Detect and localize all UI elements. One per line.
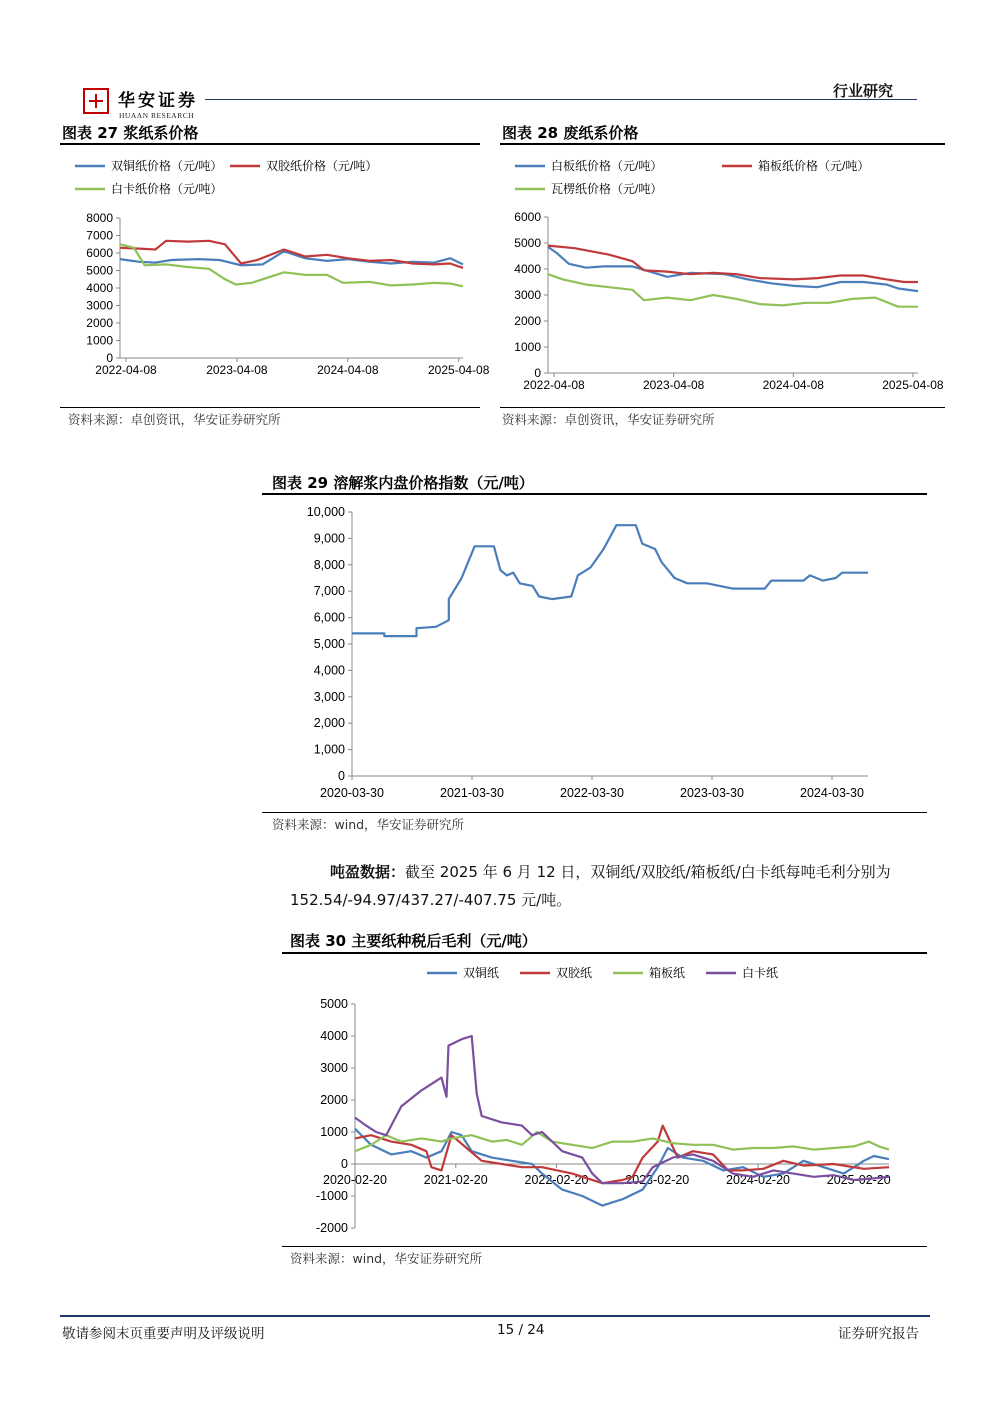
header-rule	[205, 99, 917, 100]
fig30-x-tick-label: 2021-02-20	[423, 1173, 488, 1187]
fig27-chart	[60, 145, 490, 405]
fig30-x-tick-label: 2023-02-20	[625, 1173, 690, 1187]
fig27-y-tick-label: 3000	[86, 298, 113, 313]
fig27-x-tick-label: 2025-04-08	[428, 363, 490, 377]
fig29-y-tick-label: 6,000	[313, 610, 345, 625]
logo-english-name: HUAAN RESEARCH	[119, 111, 195, 120]
footer-rule	[60, 1315, 930, 1317]
report-section-label: 行业研究	[833, 82, 894, 100]
fig29-source: 资料来源：wind，华安证券研究所	[272, 817, 465, 832]
fig28-y-tick-label: 5000	[514, 236, 541, 250]
fig28-title: 图表 28 废纸系价格	[502, 124, 639, 142]
fig30-x-tick-label: 2022-02-20	[524, 1173, 589, 1187]
fig27-y-tick-label: 8000	[86, 211, 113, 225]
fig27-legend-label: 双铜纸价格（元/吨）	[111, 159, 223, 173]
fig30-title: 图表 30 主要纸种税后毛利（元/吨）	[290, 932, 537, 950]
fig27-title: 图表 27 浆纸系价格	[62, 124, 199, 142]
fig30-y-tick-label: -1000	[316, 1189, 348, 1203]
fig28-y-tick-label: 1000	[514, 340, 541, 354]
fig27-y-tick-label: 5000	[86, 263, 113, 278]
fig30-legend-label: 双铜纸	[463, 966, 500, 980]
fig30-legend-label: 箱板纸	[649, 966, 686, 980]
fig28-legend-label: 白板纸价格（元/吨）	[551, 159, 663, 173]
fig29-x-tick-label: 2023-03-30	[680, 786, 744, 800]
fig28-y-tick-label: 2000	[514, 314, 541, 328]
fig30-y-tick-label: 3000	[320, 1061, 348, 1075]
paragraph-text: 截至 2025 年 6 月 12 日，双铜纸/双胶纸/箱板纸/白卡纸每吨毛利分别为 152.54/-94.97/437.27/-407.75 元/吨。	[290, 863, 891, 909]
fig28-series-line-3	[548, 274, 918, 307]
fig27-y-tick-label: 2000	[86, 316, 113, 330]
fig28-x-tick-label: 2023-04-08	[642, 378, 705, 392]
fig27-legend-label: 双胶纸价格（元/吨）	[266, 159, 378, 173]
profit-paragraph	[290, 858, 930, 914]
fig29-x-tick-label: 2020-03-30	[320, 786, 384, 800]
fig29-x-tick-label: 2024-03-30	[800, 786, 864, 800]
fig29-y-tick-label: 1,000	[313, 742, 345, 757]
paragraph-lead: 吨盈数据：	[330, 863, 406, 881]
fig30-legend-label: 双胶纸	[556, 966, 593, 980]
fig30-x-tick-label: 2024-02-20	[726, 1173, 790, 1187]
fig29-y-tick-label: 5,000	[313, 637, 345, 651]
fig29-chart	[262, 495, 927, 811]
fig30-series-line-3	[355, 1132, 889, 1151]
fig27-y-tick-label: 1000	[86, 333, 113, 348]
fig30-series-line-4	[355, 1036, 889, 1183]
fig30-y-tick-label: 4000	[320, 1029, 348, 1043]
fig27-series-line-3	[120, 244, 463, 286]
fig28-x-tick-label: 2022-04-08	[523, 378, 585, 392]
fig30-y-tick-label: 0	[341, 1157, 348, 1171]
fig27-y-tick-label: 7000	[86, 228, 113, 243]
fig29-y-tick-label: 0	[338, 769, 345, 783]
fig27-x-tick-label: 2024-04-08	[317, 363, 379, 377]
fig29-y-tick-label: 10,000	[306, 505, 345, 519]
fig30-x-tick-label: 2020-02-20	[323, 1173, 387, 1187]
fig28-y-tick-label: 4000	[514, 262, 541, 276]
fig28-legend-label: 箱板纸价格（元/吨）	[758, 159, 870, 173]
company-logo-icon	[83, 88, 109, 114]
fig29-x-tick-label: 2022-03-30	[560, 786, 624, 800]
fig28-y-tick-label: 0	[534, 366, 541, 380]
fig29-y-tick-label: 4,000	[313, 663, 345, 678]
fig30-source: 资料来源：wind，华安证券研究所	[290, 1251, 483, 1266]
fig29-title: 图表 29 溶解浆内盘价格指数（元/吨）	[272, 474, 534, 492]
fig27-y-tick-label: 6000	[86, 246, 113, 260]
fig27-x-tick-label: 2022-04-08	[95, 363, 157, 377]
fig27-y-tick-label: 4000	[86, 281, 113, 295]
footer-disclaimer: 敬请参阅末页重要声明及评级说明	[62, 1326, 265, 1342]
fig29-bottom-rule	[262, 812, 927, 813]
fig30-legend-label: 白卡纸	[742, 966, 779, 980]
fig30-x-tick-label: 2025-02-20	[826, 1173, 891, 1187]
fig29-y-tick-label: 8,000	[313, 557, 345, 572]
fig30-chart	[282, 954, 927, 1244]
logo-chinese-name: 华安证券	[118, 91, 198, 111]
fig29-x-tick-label: 2021-03-30	[440, 786, 504, 800]
fig27-x-tick-label: 2023-04-08	[206, 363, 268, 377]
fig29-series-line-1	[352, 525, 868, 636]
fig30-y-tick-label: -2000	[316, 1221, 348, 1235]
fig27-y-tick-label: 0	[106, 351, 113, 365]
page-number: 15 / 24	[497, 1322, 545, 1338]
fig28-source: 资料来源：卓创资讯，华安证券研究所	[502, 412, 715, 427]
fig27-bottom-rule	[60, 407, 480, 408]
fig29-y-tick-label: 7,000	[313, 584, 345, 599]
fig28-x-tick-label: 2025-04-08	[882, 378, 944, 392]
fig27-legend-label: 白卡纸价格（元/吨）	[111, 182, 223, 196]
fig30-y-tick-label: 2000	[320, 1093, 348, 1107]
fig28-y-tick-label: 3000	[514, 288, 541, 302]
fig29-y-tick-label: 2,000	[313, 716, 345, 731]
footer-report-type: 证券研究报告	[838, 1326, 919, 1342]
fig28-bottom-rule	[500, 407, 945, 408]
fig30-y-tick-label: 5000	[320, 997, 348, 1011]
fig30-y-tick-label: 1000	[320, 1125, 348, 1139]
fig28-x-tick-label: 2024-04-08	[762, 378, 824, 392]
fig28-chart	[500, 145, 945, 405]
fig30-bottom-rule	[282, 1246, 927, 1247]
fig27-source: 资料来源：卓创资讯，华安证券研究所	[68, 412, 281, 427]
fig29-y-tick-label: 9,000	[313, 531, 345, 546]
fig28-legend-label: 瓦楞纸价格（元/吨）	[551, 182, 663, 196]
fig29-y-tick-label: 3,000	[313, 689, 345, 704]
fig28-y-tick-label: 6000	[514, 210, 541, 224]
